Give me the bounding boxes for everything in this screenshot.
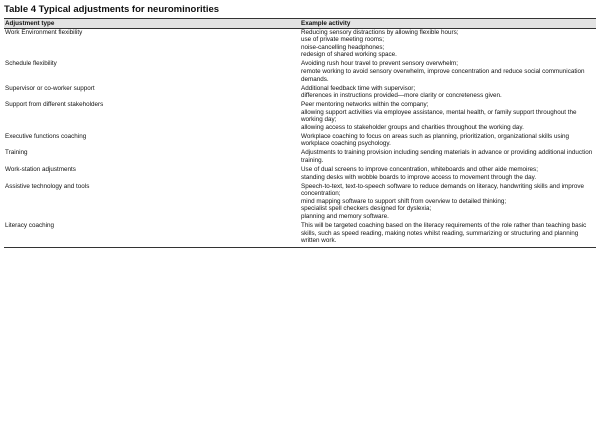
table-body bbox=[4, 28, 596, 247]
table-row bbox=[4, 149, 596, 166]
adjustment-type-cell: Training bbox=[5, 149, 28, 157]
example-activity-cell bbox=[300, 183, 596, 222]
activity-line: Peer mentoring networks within the company; bbox=[301, 101, 429, 109]
activity-line: Speech-to-text, text-to-speech software to reduce demands on literacy, handwriting skills and improve concentration; bbox=[301, 182, 585, 198]
activity-line: use of private meeting rooms; bbox=[301, 36, 384, 44]
activity-line: This will be targeted coaching based on the literacy requirements of the role rather than teaching basic skills, such as speed reading, making notes whilst reading, summarizing or structuring and planning written work. bbox=[301, 221, 587, 245]
adjustment-type-cell: Executive functions coaching bbox=[5, 132, 87, 140]
table-row bbox=[4, 101, 596, 133]
adjustment-type-cell: Support from different stakeholders bbox=[5, 101, 104, 109]
adjustment-type-cell: Assistive technology and tools bbox=[5, 182, 90, 190]
activity-line: differences in instructions provided—more clarity or concreteness given. bbox=[301, 92, 502, 100]
adjustment-type-cell: Work-station adjustments bbox=[5, 166, 76, 174]
table-row bbox=[4, 183, 596, 222]
activity-line: allowing access to stakeholder groups and charities throughout the working day. bbox=[301, 123, 524, 131]
document-page bbox=[4, 4, 596, 248]
activity-line: planning and memory software. bbox=[301, 212, 389, 220]
adjustments-table bbox=[4, 18, 596, 248]
table-row bbox=[4, 28, 596, 60]
activity-line: noise-cancelling headphones; bbox=[301, 43, 385, 51]
table-row bbox=[4, 133, 596, 150]
activity-line: Additional feedback time with supervisor; bbox=[301, 84, 416, 92]
example-activity-cell bbox=[300, 166, 596, 183]
activity-line: redesign of shared working space. bbox=[301, 51, 397, 59]
activity-line: specialist spell checkers designed for dyslexia; bbox=[301, 205, 432, 213]
adjustment-type-cell: Supervisor or co-worker support bbox=[5, 84, 95, 92]
activity-line: Use of dual screens to improve concentration, whiteboards and other aide memoires; bbox=[301, 166, 538, 174]
example-activity-cell bbox=[300, 60, 596, 84]
column-header-adjustment-type: Adjustment type bbox=[4, 19, 300, 29]
activity-line: mind mapping software to support shift from overview to detailed thinking; bbox=[301, 197, 507, 205]
example-activity-cell bbox=[300, 28, 596, 60]
table-row bbox=[4, 60, 596, 84]
adjustment-type-cell: Schedule flexibility bbox=[5, 60, 57, 68]
activity-line: Reducing sensory distractions by allowing flexible hours; bbox=[301, 28, 459, 36]
activity-line: standing desks with wobble boards to improve access to movement through the day. bbox=[301, 173, 537, 181]
example-activity-cell bbox=[300, 222, 596, 247]
example-activity-cell bbox=[300, 85, 596, 102]
activity-line: remote working to avoid sensory overwhelm, improve concentration and reduce social communication demands. bbox=[301, 67, 585, 83]
activity-line: Adjustments to training provision including sending materials in advance or providing additional induction training. bbox=[301, 149, 593, 165]
table-row bbox=[4, 222, 596, 247]
table-row bbox=[4, 166, 596, 183]
activity-line: allowing support activities via employee assistance, mental health, or family support throughout the working day; bbox=[301, 108, 577, 124]
table-header-row bbox=[4, 19, 596, 29]
example-activity-cell bbox=[300, 101, 596, 133]
activity-line: Workplace coaching to focus on areas such as planning, prioritization, organizational skills using workplace coaching psychology. bbox=[301, 132, 569, 148]
table-title: Table 4 Typical adjustments for neurominorities bbox=[4, 4, 220, 15]
example-activity-cell bbox=[300, 133, 596, 150]
adjustment-type-cell: Work Environment flexibility bbox=[5, 28, 83, 36]
column-header-example-activity: Example activity bbox=[300, 19, 596, 29]
table-row bbox=[4, 85, 596, 102]
activity-line: Avoiding rush hour travel to prevent sensory overwhelm; bbox=[301, 60, 459, 68]
adjustment-type-cell: Literacy coaching bbox=[4, 222, 300, 247]
example-activity-cell bbox=[300, 149, 596, 166]
